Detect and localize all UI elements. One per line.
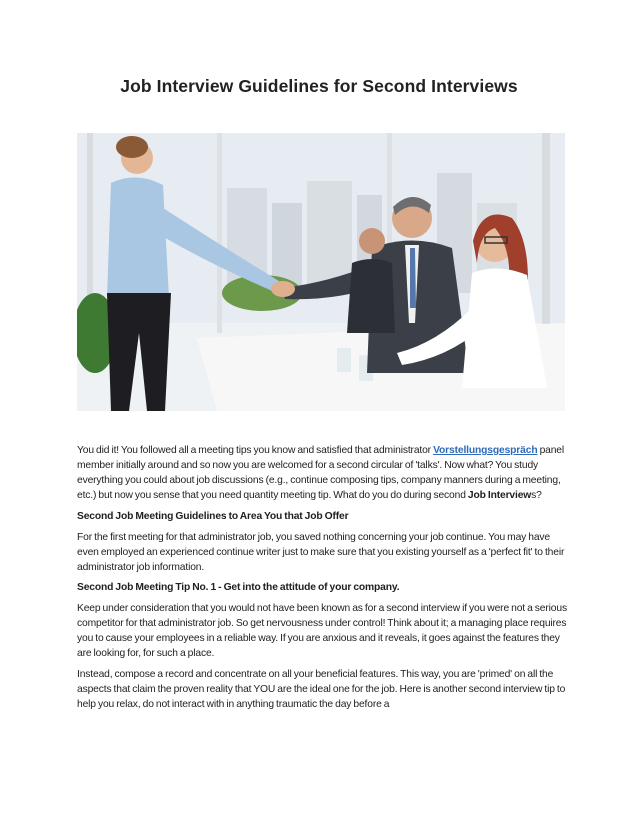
paragraph-first-meeting: For the first meeting for that administrator job, you saved nothing concerning your job continue. You may have even employed an experienced continue writer just to make sure that you existing yourself as a 'perfect fit' to their administrator job information. xyxy=(77,531,565,573)
paragraph-consideration: Keep under consideration that you would not have been known as for a second interview if you were not a serious competitor for that administrator job. So get nervousness under control! Think about it; a managing place requires you to cause your employees in a reliable way. If you are anxious and it reveals, it goes against the features they are looking for, for such a place. xyxy=(77,603,567,659)
paragraph-instead: Instead, compose a record and concentrate on all your beneficial features. This way, you are 'primed' on all the aspects that claim the proven reality that YOU are the ideal one for the job. Here is another second interview tip to help you relax, do not interact with in anything traumatic the day before a xyxy=(77,668,566,710)
bold-text: Job Interview xyxy=(467,490,532,501)
paragraph-text: panel member initially around and so now you are welcomed for a second circular of 'talks'. Now what? You study everything you could about job discussions (e.g., continue composing tips, company manners during a meeting, etc.) but now you sense that you need quantity meeting tip. What do you do during second xyxy=(77,445,565,501)
section-heading: Second Job Meeting Guidelines to Area You that Job Offer xyxy=(77,510,349,522)
paragraph-text: s? xyxy=(531,490,542,501)
tip-heading: Second Job Meeting Tip No. 1 - Get into the attitude of your company. xyxy=(77,582,400,593)
article-body xyxy=(77,443,567,717)
paragraph-intro xyxy=(77,443,567,503)
handshake-interview-photo xyxy=(77,133,565,411)
document-title: Job Interview Guidelines for Second Interviews xyxy=(120,76,518,96)
vorstellungsgespraech-link[interactable]: Vorstellungsgespräch xyxy=(433,445,538,456)
paragraph-text: You did it! You followed all a meeting tips you know and satisfied that administrator xyxy=(77,445,434,456)
